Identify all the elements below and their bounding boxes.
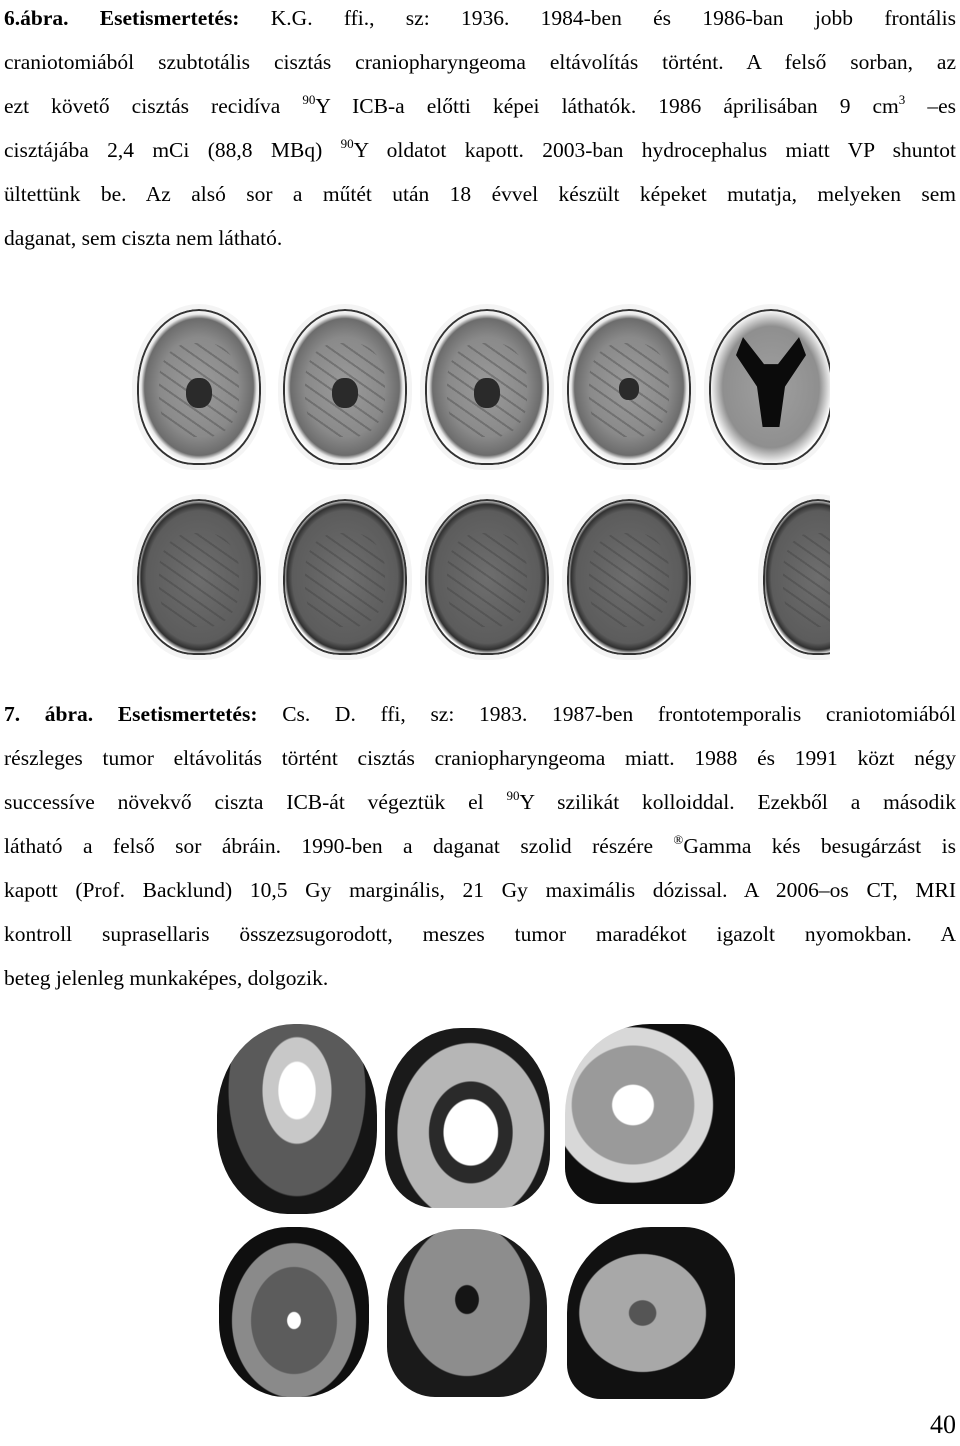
figure-6-caption: [4, 0, 956, 260]
mri-axial-image: [217, 1024, 377, 1214]
caption-line: 7. ábra. Esetismertetés: Cs. D. ffi, sz: 1983. 1987-ben frontotemporalis craniotomiából: [4, 702, 956, 726]
ct-scan-image: [132, 304, 266, 470]
caption-line: ültettünk be. Az alsó sor a műtét után 18 évvel készült képeket mutatja, melyeken sem: [4, 182, 956, 206]
caption-line: 6.ábra. Esetismertetés: K.G. ffi., sz: 1936. 1984-ben és 1986-ban jobb frontális: [4, 6, 956, 30]
page-number: 40: [930, 1410, 956, 1439]
figure-7-label: 7. ábra. Esetismertetés:: [4, 702, 258, 726]
mri-scan-row-bottom: [215, 1225, 745, 1405]
ct-scan-image: [758, 494, 830, 660]
caption-line: cisztájába 2,4 mCi (88,8 MBq) $^{90}$Y oldatot kapott. 2003-ban hydrocephalus miatt VP shuntot: [4, 136, 956, 162]
ct-scan-image: [278, 494, 412, 660]
mri-sagittal-image: [565, 1024, 735, 1204]
caption-line: craniotomiából szubtotális cisztás craniopharyngeoma eltávolítás történt. A felső sorban, az: [4, 50, 956, 74]
ct-scan-image: [562, 304, 696, 470]
caption-line: kapott (Prof. Backlund) 10,5 Gy marginális, 21 Gy maximális dózissal. A 2006–os CT, MRI: [4, 878, 956, 902]
caption-line: látható a felső sor ábráin. 1990-ben a daganat szolid részére ®Gamma kés besugárzást is: [4, 832, 956, 858]
ct-scan-image: [420, 304, 554, 470]
ct-scan-image: [420, 494, 554, 660]
mri-coronal-image: [387, 1229, 547, 1397]
ct-scan-row-bottom: [130, 490, 830, 670]
ct-scan-row-top: [130, 300, 830, 470]
ct-scan-image-hydrocephalus: [704, 304, 830, 470]
ct-scan-image: [278, 304, 412, 470]
caption-line: részleges tumor eltávolitás történt cisztás craniopharyngeoma miatt. 1988 és 1991 közt négy: [4, 746, 956, 770]
caption-line: successíve növekvő ciszta ICB-át végeztük el $^{90}$Y szilikát kolloiddal. Ezekből a második: [4, 788, 956, 814]
figure-7-caption: [4, 692, 956, 1000]
mri-axial-image: [219, 1227, 369, 1397]
figure-6-label: 6.ábra. Esetismertetés:: [4, 6, 240, 30]
ct-scan-image: [132, 494, 266, 660]
caption-line: kontroll suprasellaris összezsugorodott, meszes tumor maradékot igazolt nyomokban. A: [4, 922, 956, 946]
caption-line: daganat, sem ciszta nem látható.: [4, 226, 283, 250]
mri-coronal-image: [385, 1028, 550, 1208]
caption-line: beteg jelenleg munkaképes, dolgozik.: [4, 966, 329, 990]
mri-scan-row-top: [215, 1020, 745, 1215]
caption-line: ezt követő cisztás recidíva $^{90}$Y ICB-a előtti képei láthatók. 1986 áprilisában 9 $cm^3$ –es: [4, 92, 956, 118]
ct-scan-image: [562, 494, 696, 660]
mri-sagittal-image: [567, 1227, 735, 1399]
